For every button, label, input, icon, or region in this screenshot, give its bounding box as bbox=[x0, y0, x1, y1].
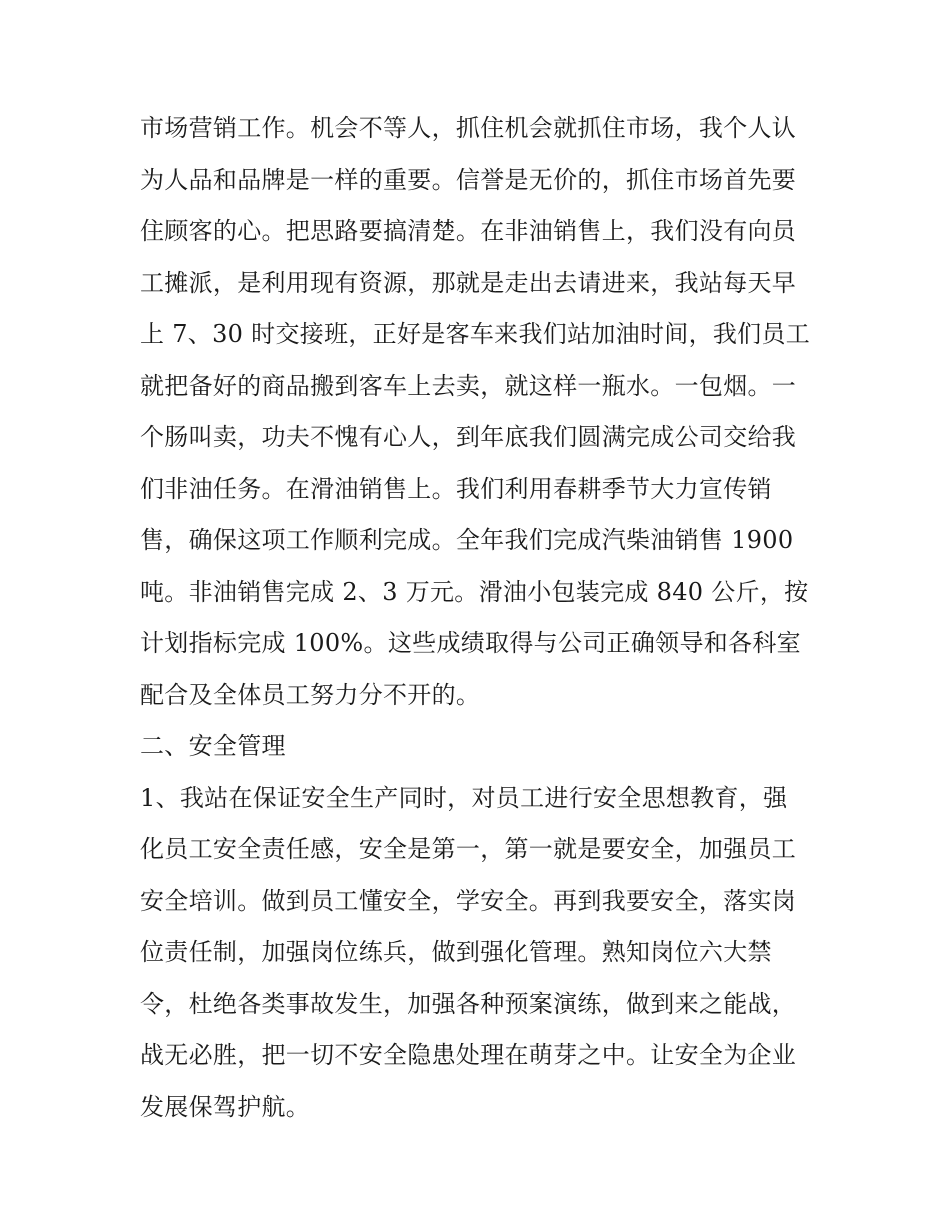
body-text bbox=[140, 103, 820, 1133]
text-line: 为人品和品牌是一样的重要。信誉是无价的，抓住市场首先要 bbox=[140, 165, 797, 194]
text-line: 位责任制，加强岗位练兵，做到强化管理。熟知岗位六大禁 bbox=[140, 938, 772, 966]
text-line: 工摊派，是利用现有资源，那就是走出去请进来，我站每天早 bbox=[140, 268, 797, 297]
text-line: 上 7、30 时交接班，正好是客车来我们站加油时间，我们员工 bbox=[140, 320, 811, 348]
text-line: 发展保驾护航。 bbox=[140, 1092, 311, 1121]
text-line: 计划指标完成 100%。这些成绩取得与公司正确领导和各科室 bbox=[140, 629, 801, 657]
text-line: 令，杜绝各类事故发生，加强各种预案演练，做到来之能战， bbox=[140, 989, 797, 1018]
text-line: 住顾客的心。把思路要搞清楚。在非油销售上，我们没有向员 bbox=[140, 217, 797, 245]
text-line: 们非油任务。在滑油销售上。我们利用春耕季节大力宣传销 bbox=[140, 474, 772, 503]
text-line: 吨。非油销售完成 2、3 万元。滑油小包装完成 840 公斤，按 bbox=[140, 577, 809, 606]
text-line: 战无必胜，把一切不安全隐患处理在萌芽之中。让安全为企业 bbox=[140, 1041, 797, 1069]
text-line: 安全培训。做到员工懂安全，学安全。再到我要安全，落实岗 bbox=[140, 886, 797, 915]
text-line: 化员工安全责任感，安全是第一，第一就是要安全，加强员工 bbox=[140, 835, 797, 863]
text-line: 个肠叫卖，功夫不愧有心人，到年底我们圆满完成公司交给我 bbox=[140, 423, 797, 451]
text-line: 市场营销工作。机会不等人，抓住机会就抓住市场，我个人认 bbox=[140, 114, 797, 142]
text-line: 售，确保这项工作顺利完成。全年我们完成汽柴油销售 1900 bbox=[140, 526, 794, 554]
text-line: 配合及全体员工努力分不开的。 bbox=[140, 680, 481, 709]
section-heading: 二、安全管理 bbox=[140, 732, 286, 760]
text-line: 1、我站在保证安全生产同时，对员工进行安全思想教育，强 bbox=[140, 783, 788, 812]
text-line: 就把备好的商品搬到客车上去卖，就这样一瓶水。一包烟。一 bbox=[140, 371, 797, 400]
